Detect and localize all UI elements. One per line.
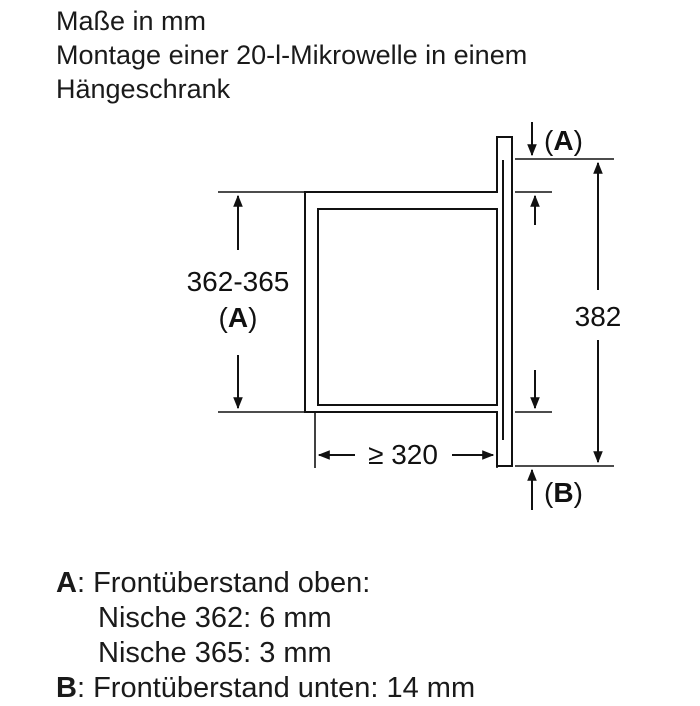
legend-a-key: A bbox=[56, 567, 77, 599]
right-dimension-label: 382 bbox=[574, 301, 622, 332]
title-line-2: Montage einer 20-l-Mikrowelle in einem bbox=[56, 40, 528, 70]
marker-a-letter: A bbox=[553, 125, 574, 156]
legend-a-line-2: Nische 365: 3 mm bbox=[98, 637, 332, 669]
niche-wall bbox=[305, 137, 512, 466]
legend-a-line-1: Nische 362: 6 mm bbox=[98, 602, 332, 634]
legend-b-key: B bbox=[56, 672, 77, 704]
marker-b-letter: B bbox=[553, 477, 574, 508]
legend-a-title: : Frontüberstand oben: bbox=[76, 567, 371, 599]
height-marker-letter: A bbox=[227, 302, 249, 333]
cabinet-outline bbox=[305, 137, 512, 466]
height-marker-label: (A) bbox=[218, 302, 258, 333]
title-line-1: Maße in mm bbox=[56, 6, 207, 36]
height-dimension-label: 362-365 bbox=[186, 266, 290, 297]
marker-a-label: (A) bbox=[544, 125, 583, 156]
legend bbox=[56, 566, 475, 706]
depth-dimension-label: ≥ 320 bbox=[368, 439, 438, 470]
microwave-body bbox=[318, 209, 497, 405]
legend-b-text: : Frontüberstand unten: 14 mm bbox=[76, 672, 476, 704]
marker-b-label: (B) bbox=[544, 477, 583, 508]
title-line-3: Hängeschrank bbox=[56, 74, 231, 104]
extension-lines bbox=[218, 159, 614, 468]
legend-b-row bbox=[56, 671, 475, 706]
legend-a-title-row bbox=[56, 566, 475, 601]
